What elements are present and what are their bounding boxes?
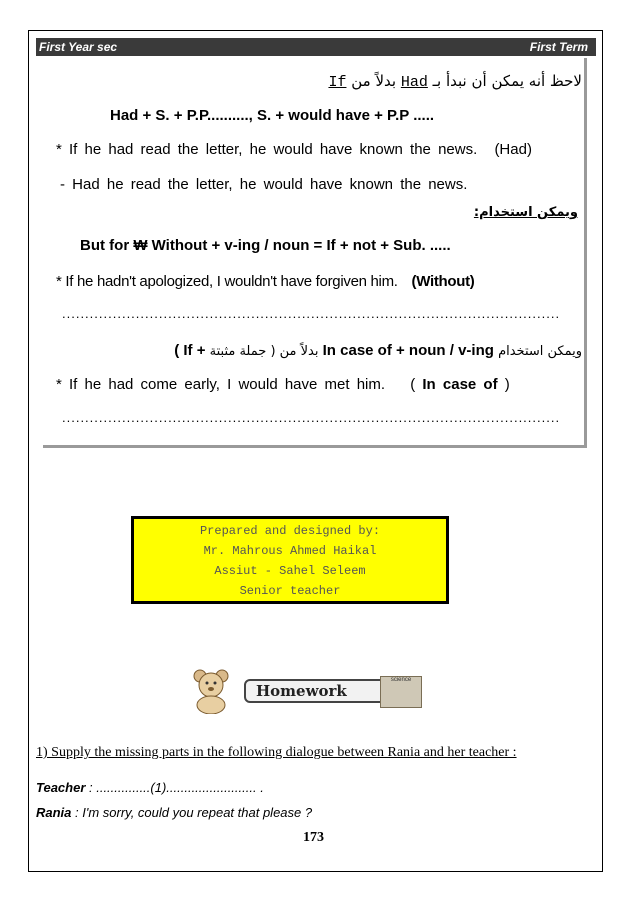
header-year: First Year sec bbox=[39, 40, 118, 54]
example2-text: * If he hadn't apologized, I wouldn't have forgiven him. bbox=[56, 273, 398, 290]
book-icon bbox=[380, 676, 422, 708]
answer-line-1[interactable]: ............................................................................................................ bbox=[62, 306, 561, 321]
header-bar bbox=[36, 38, 596, 56]
rule1-if: If bbox=[328, 74, 347, 91]
header-term: First Term bbox=[529, 40, 588, 54]
example3-hint-open: ( bbox=[410, 376, 416, 393]
example1-text: * If he had read the letter, he would have known the news. bbox=[56, 141, 478, 158]
rule3-ar-phrase: جملة مثبتة bbox=[209, 344, 267, 359]
rule1-prefix: لاحظ أنه يمكن أن نبدأ بـ bbox=[432, 72, 582, 90]
example2-sentence bbox=[56, 273, 475, 290]
rule3-ar-middle: بدلاً من ( bbox=[270, 344, 319, 359]
formula-without: But for ₩ Without + v-ing / noun = If + not + Sub. ..... bbox=[80, 237, 451, 254]
dialogue-teacher-text[interactable]: : ...............(1)......................... . bbox=[85, 780, 264, 795]
formula-had: Had + S. + P.P.........., S. + would have + P.P ..... bbox=[110, 107, 435, 124]
credits-line-1: Prepared and designed by: bbox=[199, 524, 381, 538]
example1-answer: - Had he read the letter, he would have known the news. bbox=[60, 176, 468, 193]
credits-box bbox=[131, 516, 449, 604]
rule3-note bbox=[174, 342, 582, 359]
homework-banner bbox=[184, 668, 426, 714]
rule2-heading: ويمكن استخدام: bbox=[473, 205, 578, 220]
task-title bbox=[36, 745, 517, 761]
rule3-pattern: In case of + noun / v-ing bbox=[322, 342, 494, 359]
credits-line-4: Senior teacher bbox=[239, 584, 341, 598]
example2-hint: (Without) bbox=[411, 273, 475, 290]
credits-line-2: Mr. Mahrous Ahmed Haikal bbox=[203, 544, 377, 558]
example3-text: * If he had come early, I would have met him. bbox=[56, 376, 386, 393]
page-number: 173 bbox=[303, 830, 324, 845]
example3-sentence bbox=[56, 376, 510, 393]
rule3-ar-prefix: ويمكن استخدام bbox=[498, 344, 582, 359]
speaker-teacher: Teacher bbox=[36, 780, 86, 795]
rule1-had: Had bbox=[400, 74, 428, 91]
task-title-text: 1) Supply the missing parts in the following dialogue between Rania and her teacher : bbox=[36, 745, 517, 760]
rule1-middle: بدلاً من bbox=[351, 72, 397, 90]
speaker-rania: Rania bbox=[36, 805, 72, 820]
homework-label: Homework bbox=[244, 679, 410, 703]
example3-hint: In case of bbox=[422, 376, 498, 393]
book-label: science bbox=[390, 677, 412, 683]
rule3-plus-if: + If ) bbox=[174, 342, 206, 359]
credits-line-3: Assiut - Sahel Seleem bbox=[214, 564, 366, 578]
answer-line-2[interactable]: ............................................................................................................ bbox=[62, 410, 561, 425]
dialogue-line-rania bbox=[36, 805, 312, 820]
teddy-bear-icon bbox=[184, 668, 242, 714]
rule1-note bbox=[328, 72, 582, 91]
example1-hint: (Had) bbox=[494, 141, 532, 158]
dialogue-rania-text: : I'm sorry, could you repeat that please ? bbox=[71, 805, 313, 820]
example3-hint-close: ) bbox=[504, 376, 510, 393]
example1-sentence bbox=[56, 141, 532, 158]
dialogue-line-teacher bbox=[36, 780, 264, 795]
